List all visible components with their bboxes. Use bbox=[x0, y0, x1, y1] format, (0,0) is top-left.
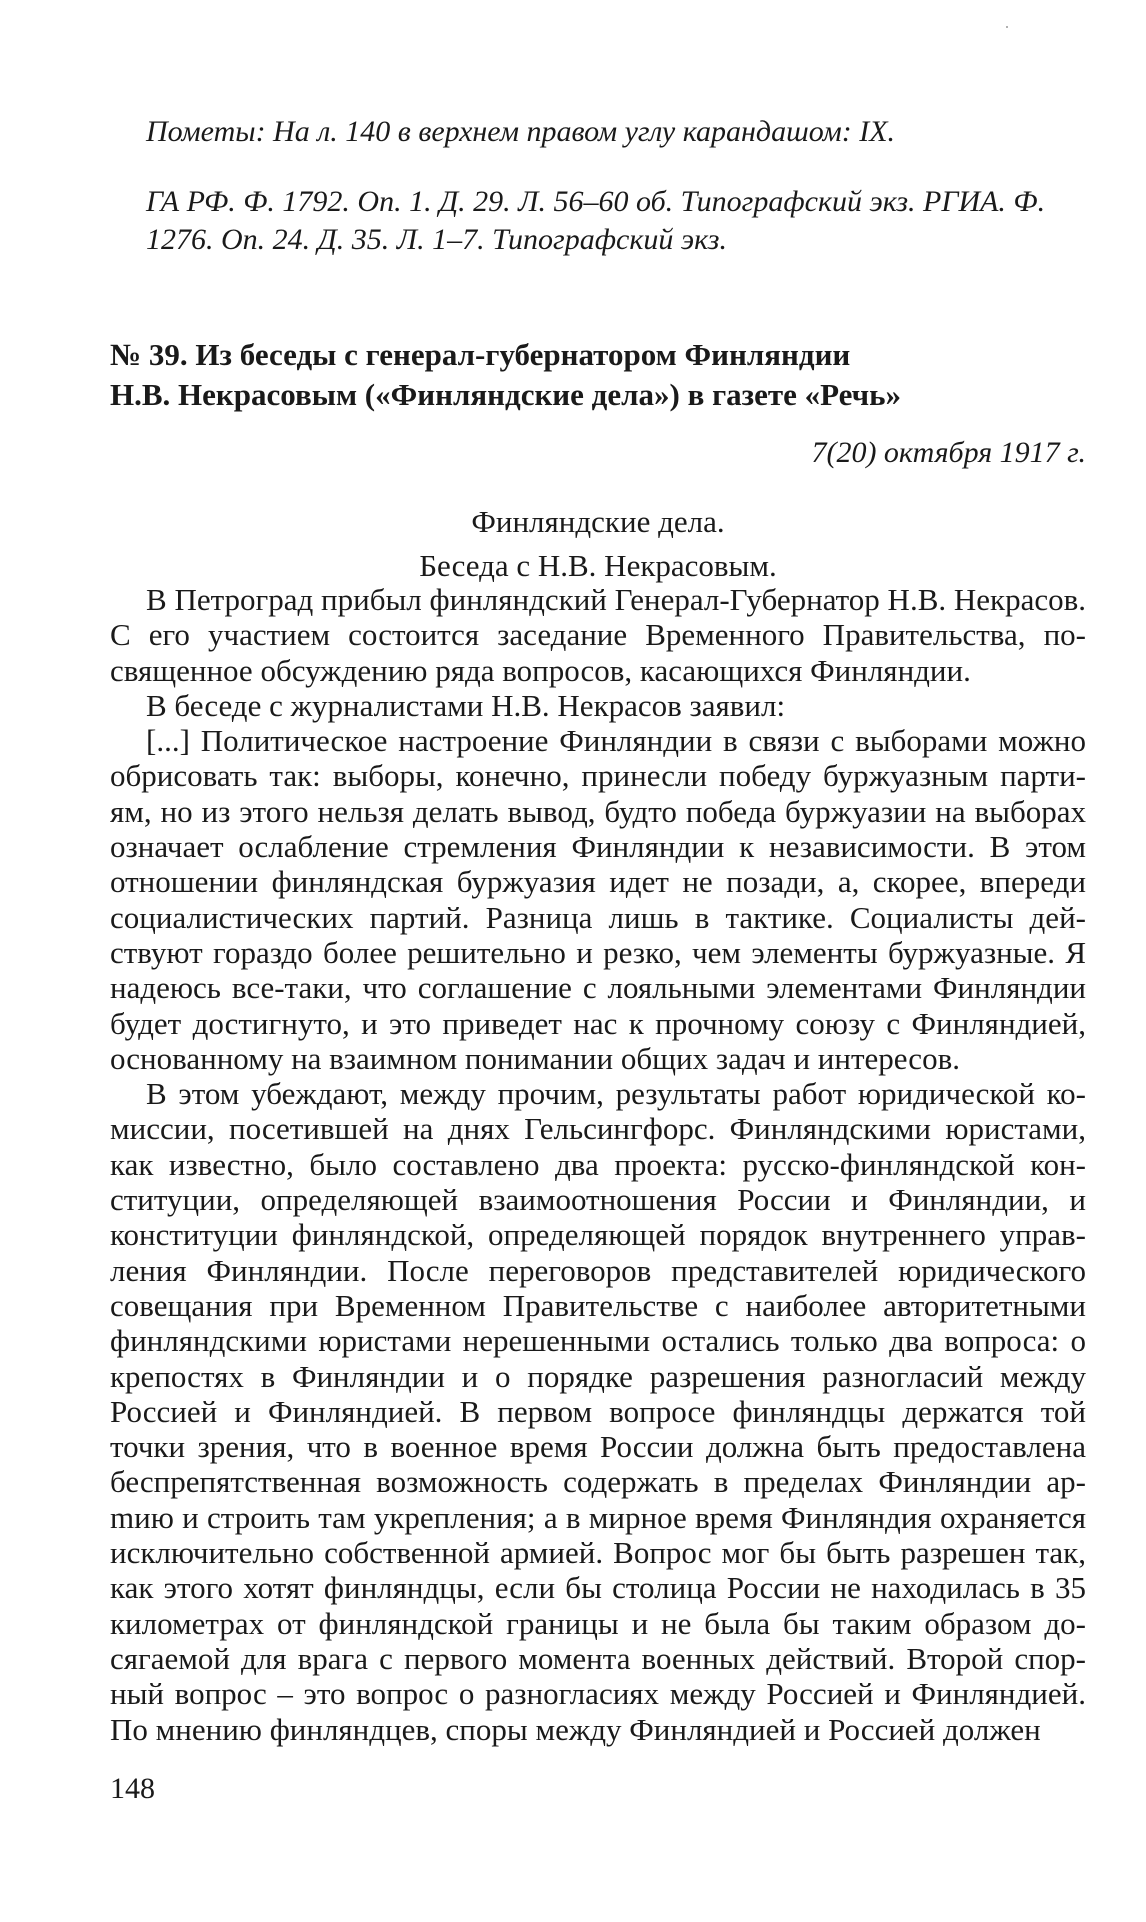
page-number: 148 bbox=[110, 1772, 155, 1805]
article-heading: Финляндские дела. bbox=[471, 504, 725, 539]
document-date: 7(20) октября 1917 г. bbox=[811, 436, 1086, 469]
scan-speck bbox=[1006, 26, 1008, 28]
article-body bbox=[110, 582, 1086, 1747]
marks-note: Пометы: На л. 140 в верхнем правом углу карандашом: IX. bbox=[146, 115, 896, 148]
paragraph: В Петроград прибыл финляндский Генерал-Губернатор Н.В. Некрасов. С его участием состоится заседание Временного Правительства, посвященное обсуждению ряда вопросов, касающихся Финляндии. bbox=[110, 582, 1086, 688]
paragraph: В этом убеждают, между прочим, результаты работ юридической комиссии, посетившей на днях Гельсингфорс. Финляндскими юристами, как известно, было составлено два проекта: русско-финляндской конституции, определяющей взаимоотношения России и Финляндии, и конституции финляндской, определяющей порядок внутреннего управления Финляндии. После переговоров представителей юридического совещания при Временном Правительстве с наиболее авторитетными финляндскими юристами нерешенными остались только два вопроса: о крепостях в Финляндии и о порядке разрешения разногласий между Россией и Финляндией. В первом вопросе финляндцы держатся той точки зрения, что в военное время России должна быть предоставлена беспрепятственная возможность содержать в пределах Финляндии арmию и строить там укрепления; а в мирное время Финляндия охраняется исключительно собственной армией. Вопрос мог бы быть разрешен так, как этого хотят финляндцы, если бы столица России не находилась в 35 километрах от финляндской границы и не была бы таким образом досягаемой для врага с первого момента военных действий. Второй спорный вопрос – это вопрос о разногласиях между Россией и Финляндией. По мнению финляндцев, споры между Финляндией и Россией должен bbox=[110, 1076, 1086, 1747]
article-subheading: Беседа с Н.В. Некрасовым. bbox=[419, 548, 777, 583]
document-title-line-2: Н.В. Некрасовым («Финляндские дела») в газете «Речь» bbox=[110, 377, 901, 412]
document-title bbox=[110, 335, 1086, 415]
document-title-line-1: № 39. Из беседы с генерал-губернатором Финляндии bbox=[110, 337, 851, 372]
paragraph: В беседе с журналистами Н.В. Некрасов заявил: bbox=[146, 687, 786, 723]
archive-reference: ГА РФ. Ф. 1792. Оп. 1. Д. 29. Л. 56–60 об. Типографский экз. РГИА. Ф. 1276. Оп. 24. Д. 35. Л. 1–7. Типографский экз. bbox=[146, 185, 1046, 256]
paragraph: [...] Политическое настроение Финляндии в связи с выборами можно обрисовать так: выборы, конечно, принесли победу буржуазным партиям, но из этого нельзя делать вывод, будто победа буржуазии на выборах означает ослабление стремления Финляндии к независимости. В этом отношении финляндская буржуазия идет не позади, а, скорее, впереди социалистических партий. Разница лишь в тактике. Социалисты действуют гораздо более решительно и резко, чем элементы буржуазные. Я надеюсь все-таки, что соглашение с лояльными элементами Финляндии будет достигнуто, и это приведет нас к прочному союзу с Финляндией, основанному на взаимном понимании общих задач и интересов. bbox=[110, 723, 1086, 1076]
